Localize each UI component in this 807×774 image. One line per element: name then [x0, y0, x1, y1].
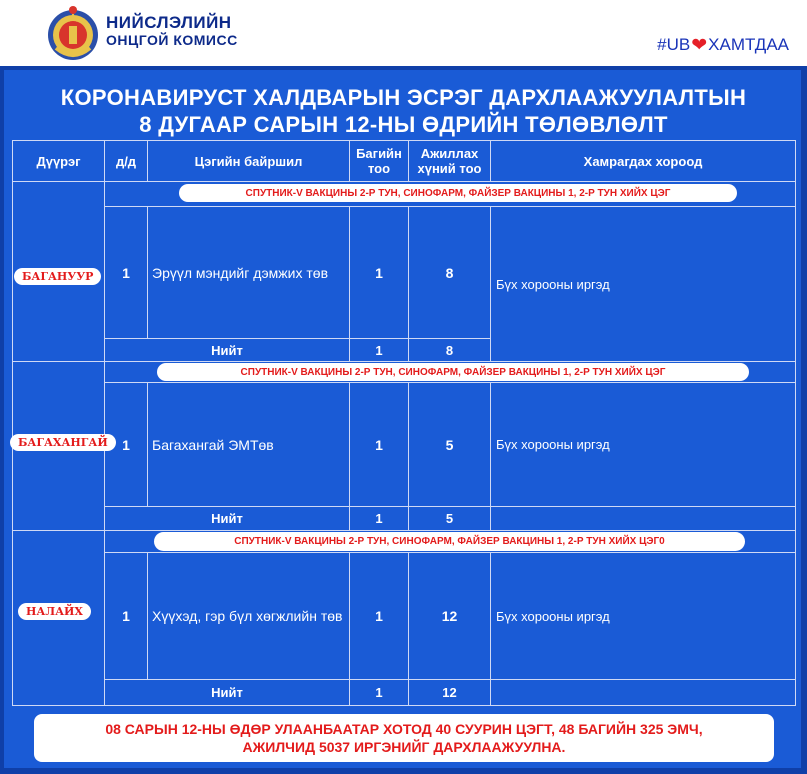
row-location: Багахангай ЭМТөв — [147, 382, 350, 507]
col-header-workers: Ажиллах хүний тоо — [408, 140, 491, 182]
title-line1: КОРОНАВИРУСТ ХАЛДВАРЫН ЭСРЭГ ДАРХЛААЖУУЛАЛТЫН — [60, 85, 747, 110]
org-line1: НИЙСЛЭЛИЙН — [106, 13, 232, 32]
total-workers: 12 — [408, 679, 491, 706]
total-label: Нийт — [104, 679, 350, 706]
total-coverage-empty — [490, 506, 796, 531]
total-label: Нийт — [104, 506, 350, 531]
total-teams: 1 — [349, 506, 409, 531]
row-coverage: Бүх хорооны иргэд — [490, 382, 796, 507]
vaccine-banner: СПУТНИК-V ВАКЦИНЫ 2-Р ТУН, СИНОФАРМ, ФАЙЗЕР ВАКЦИНЫ 1, 2-Р ТУН ХИЙХ ЦЭГ — [157, 363, 749, 381]
total-teams: 1 — [349, 679, 409, 706]
row-teams: 1 — [349, 552, 409, 680]
footer-line1: 08 САРЫН 12-НЫ ӨДӨР УЛААНБААТАР ХОТОД 40 СУУРИН ЦЭГТ, 48 БАГИЙН 325 ЭМЧ, — [105, 721, 703, 737]
summary-footer — [34, 714, 774, 762]
vaccine-banner: СПУТНИК-V ВАКЦИНЫ 2-Р ТУН, СИНОФАРМ, ФАЙЗЕР ВАКЦИНЫ 1, 2-Р ТУН ХИЙХ ЦЭГ — [179, 184, 737, 202]
row-teams: 1 — [349, 382, 409, 507]
row-workers: 5 — [408, 382, 491, 507]
footer-line2: АЖИЛЧИД 5037 ИРГЭНИЙГ ДАРХЛААЖУУЛНА. — [242, 739, 566, 755]
soyombo-emblem-icon — [42, 4, 104, 62]
total-coverage-empty — [490, 679, 796, 706]
col-header-no: д/д — [104, 140, 148, 182]
col-header-teams: Багийн тоо — [349, 140, 409, 182]
row-no: 1 — [104, 552, 148, 680]
row-no: 1 — [104, 382, 148, 507]
title-line2: 8 ДУГААР САРЫН 12-НЫ ӨДРИЙН ТӨЛӨВЛӨЛТ — [139, 112, 668, 137]
district-label-bagakhangai: БАГАХАНГАЙ — [10, 434, 116, 451]
total-teams: 1 — [349, 338, 409, 362]
organization-name — [106, 14, 238, 47]
total-workers: 5 — [408, 506, 491, 531]
district-label-nalaikh: НАЛАЙХ — [18, 603, 91, 620]
vaccine-banner: СПУТНИК-V ВАКЦИНЫ 2-Р ТУН, СИНОФАРМ, ФАЙЗЕР ВАКЦИНЫ 1, 2-Р ТУН ХИЙХ ЦЭГ0 — [154, 532, 745, 551]
row-coverage: Бүх хорооны иргэд — [490, 206, 796, 362]
hashtag — [657, 35, 789, 55]
row-location: Эрүүл мэндийг дэмжих төв — [147, 206, 350, 339]
total-workers: 8 — [408, 338, 491, 362]
row-workers: 12 — [408, 552, 491, 680]
schedule-table — [12, 140, 796, 710]
district-label-baganuur: БАГАНУУР — [14, 268, 101, 285]
org-line2: ОНЦГОЙ КОМИСС — [106, 32, 238, 48]
hashtag-right: ХАМТДАА — [708, 35, 789, 54]
col-header-location: Цэгийн байршил — [147, 140, 350, 182]
row-no: 1 — [104, 206, 148, 339]
heart-icon: ❤ — [691, 34, 708, 56]
col-header-district: Дүүрэг — [12, 140, 105, 182]
page-title — [0, 84, 807, 138]
header — [0, 0, 807, 66]
hashtag-left: #UB — [657, 35, 691, 54]
row-location: Хүүхэд, гэр бүл хөгжлийн төв — [147, 552, 350, 680]
row-coverage: Бүх хорооны иргэд — [490, 552, 796, 680]
row-workers: 8 — [408, 206, 491, 339]
row-teams: 1 — [349, 206, 409, 339]
total-label: Нийт — [104, 338, 350, 362]
col-header-coverage: Хамрагдах хороод — [490, 140, 796, 182]
